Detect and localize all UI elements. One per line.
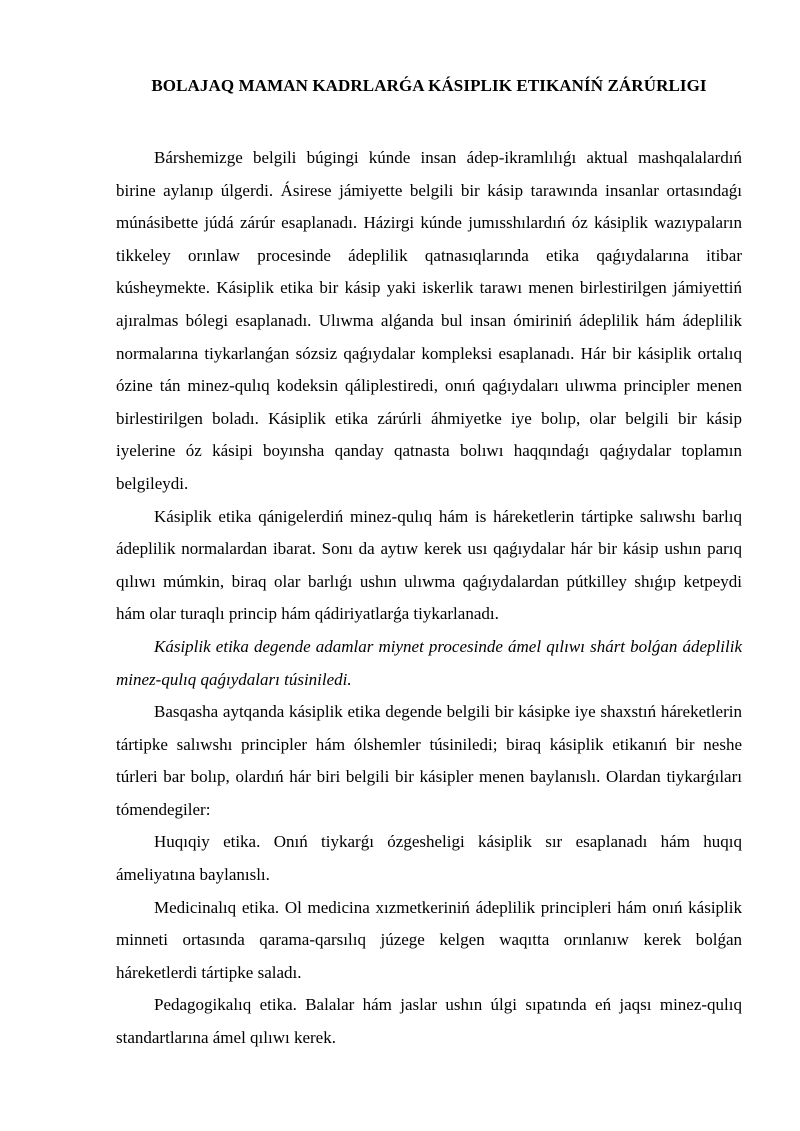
paragraph-pedagogical-ethics: Pedagogikalıq etika. Balalar hám jaslar ushın úlgi sıpatında eń jaqsı minez-qulıq standartlarına ámel qılıwı kerek. <box>116 995 742 1048</box>
paragraph-definition: Kásiplik etika qánigelerdiń minez-qulıq hám is háreketlerin tártipke salıwshı barlıq ádeplilik normalardan ibarat. Sonı da aytıw kerek usı qaǵıydalar hár bir kásip ushın parıq qılıwı múmkin, biraq olar barlıǵı ushın ulıwma qaǵıydalardan pútkilley shıǵıp ketpeydi hám olar turaqlı princip hám qádiriyatlarǵa tiykarlanadı. <box>116 506 742 624</box>
paragraph-intro: Bárshemizge belgili búgingi kúnde insan ádep-ikramlılıǵı aktual mashqalalardıń birine aylanıp úlgerdi. Ásirese jámiyette belgili bir kásip tarawında insanlar ortasındaǵı múnásibette júdá zárúr esaplanadı. Házirgi kúnde jumısshılardıń óz kásiplik wazıypaların tikkeley orınlaw procesinde ádeplilik qatnasıqlarında etika qaǵıydalarına itibar kúsheymekte. Kásiplik etika bir kásip yaki iskerlik tarawı menen birlestirilgen jámiyettiń ajıralmas bólegi esaplanadı. Ulıwma alǵanda bul insan ómiriniń ádeplilik hám ádeplilik normalarına tiykarlanǵan sózsiz qaǵıydalar kompleksi esaplanadı. Hár bir kásiplik ortalıq ózine tán minez-qulıq kodeksin qáliplestiredi, onıń qaǵıydaları ulıwma principler menen birlestirilgen boladı. Kásiplik etika zárúrli áhmiyetke iye bolıp, olar belgili bir kásip iyelerine óz kásipi boyınsha qanday qatnasta bolıwı haqqındaǵı qaǵıydalar toplamın belgileydi. <box>116 148 742 493</box>
document-page <box>116 74 742 1055</box>
document-title: BOLAJAQ MAMAN KADRLARǴA KÁSIPLIK ETIKANÍŃ ZÁRÚRLIGI <box>151 76 707 95</box>
paragraph-italic-definition: Kásiplik etika degende adamlar miynet procesinde ámel qılıwı shárt bolǵan ádeplilik minez-qulıq qaǵıydaları túsiniledi. <box>116 636 742 689</box>
paragraph-medical-ethics: Medicinalıq etika. Ol medicina xızmetkeriniń ádeplilik principleri hám onıń kásiplik minneti ortasında qarama-qarsılıq júzege kelgen waqıtta orınlanıw kerek bolǵan háreketlerdi tártipke saladı. <box>116 897 742 982</box>
paragraph-legal-ethics: Huqıqiy etika. Onıń tiykarǵı ózgesheligi kásiplik sır esaplanadı hám huqıq ámeliyatına baylanıslı. <box>116 832 742 885</box>
paragraph-types-intro: Basqasha aytqanda kásiplik etika degende belgili bir kásipke iye shaxstıń háreketlerin tártipke salıwshı principler hám ólshemler túsiniledi; biraq kásiplik etikanıń bir neshe túrleri bar bolıp, olardıń hár biri belgili bir kásipler menen baylanıslı. Olardan tiykarǵıları tómendegiler: <box>116 702 742 819</box>
document-body <box>116 142 742 1055</box>
